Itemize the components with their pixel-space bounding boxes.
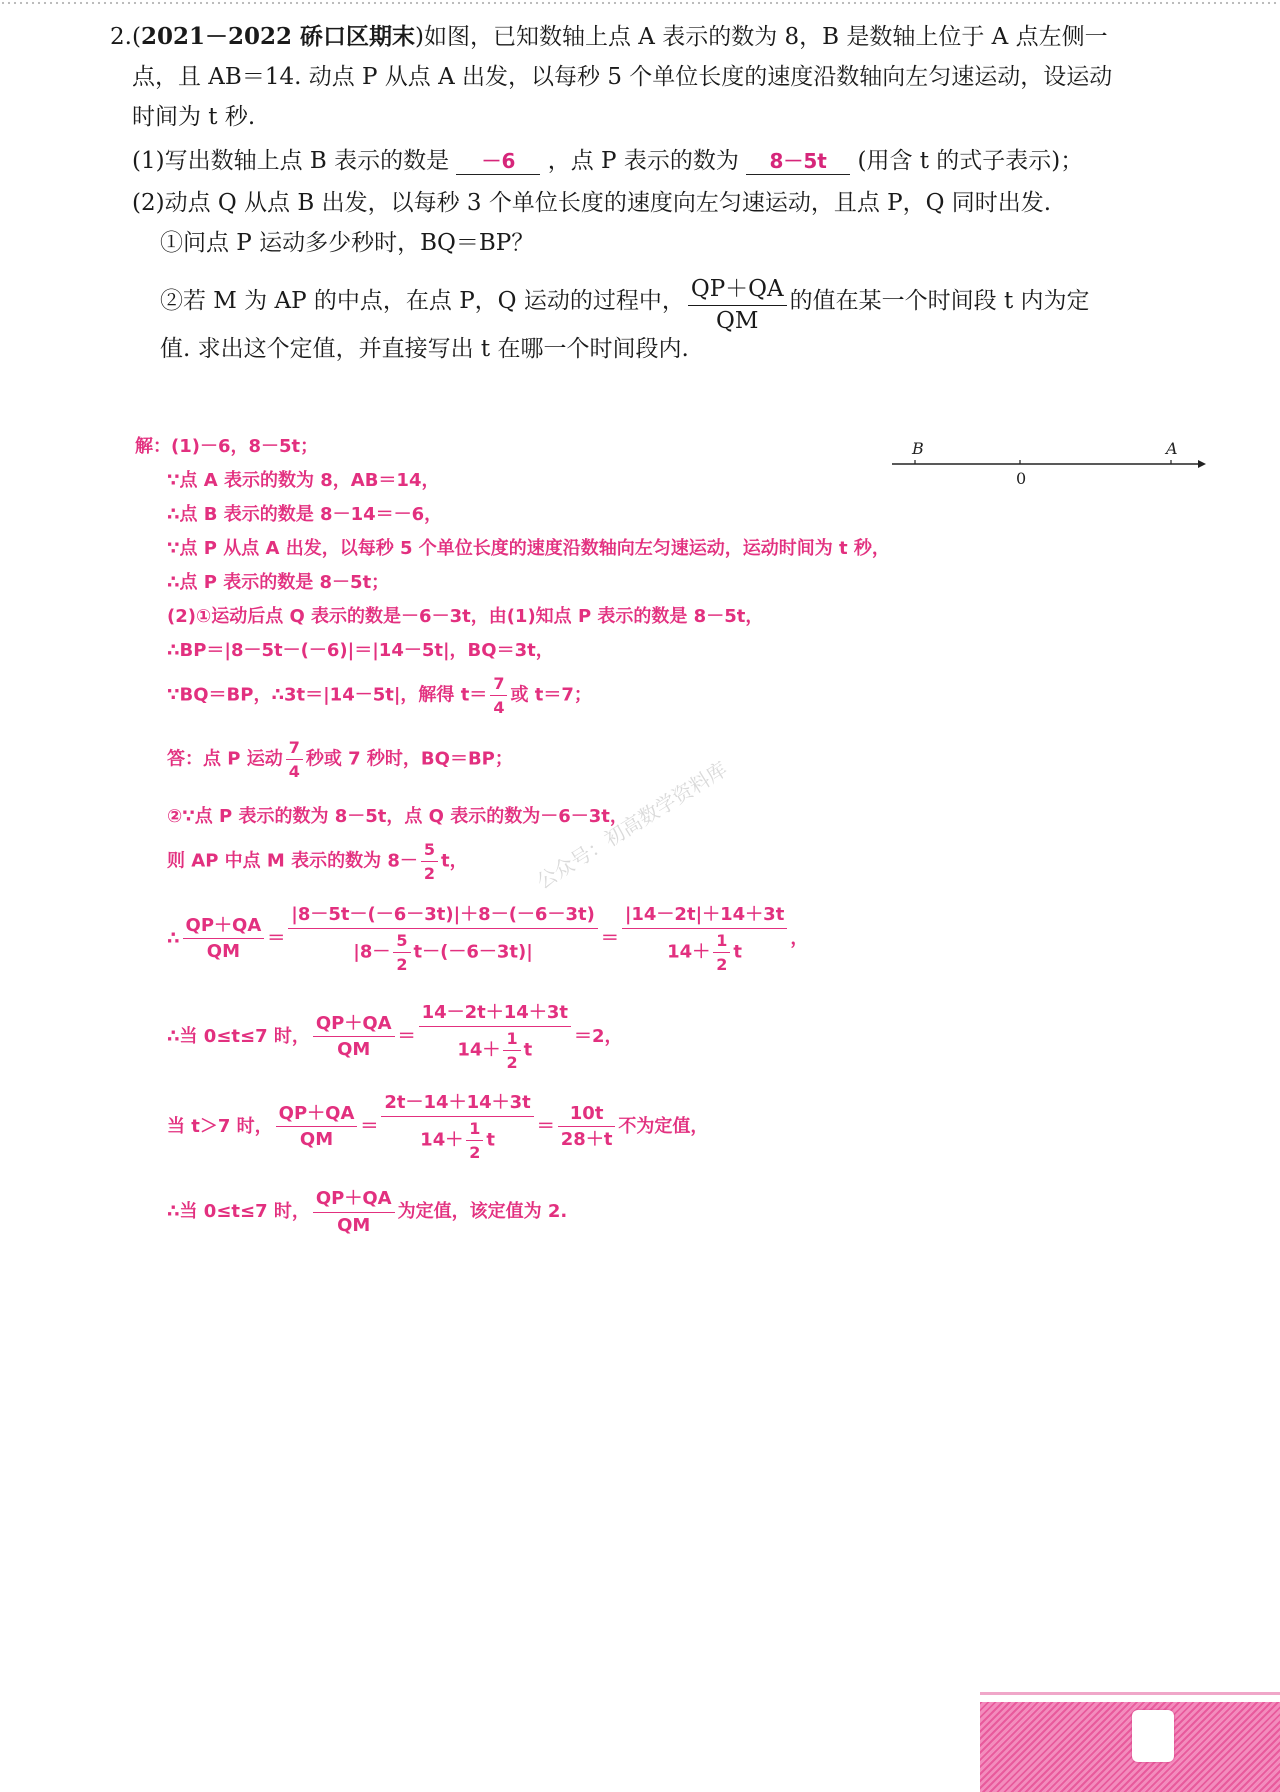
fraction-qp-qa-over-qm: $\frac{QP+QA}{QM}$ bbox=[183, 915, 265, 963]
fraction-1-2: $\frac{1}{2}$ bbox=[713, 931, 730, 974]
fraction-7-4: $\frac{7}{4}$ bbox=[286, 738, 303, 781]
fraction-qp-qa-over-qm: $\frac{QP+QA}{QM}$ bbox=[313, 1188, 395, 1236]
fraction-expression-2: 14－2t＋14＋3t 14＋ $\frac{1}{2}$ t bbox=[419, 1002, 571, 1072]
fraction-expression-3: |14－2t|＋14＋3t 14＋ $\frac{1}{2}$ t bbox=[622, 904, 788, 974]
solution-line-10: ②∵点 P 表示的数为 8－5t，点 Q 表示的数为－6－3t， bbox=[167, 806, 628, 827]
fraction-10t-over-28-plus-t: $\frac{10t}{28+t}$ bbox=[558, 1103, 616, 1151]
solution-line-2: ∵点 A 表示的数为 8，AB＝14， bbox=[167, 470, 440, 491]
number-line-figure bbox=[880, 434, 1210, 494]
solution-line-3: ∴点 B 表示的数是 8－14＝－6， bbox=[167, 504, 443, 525]
solution-line-12: ∴ $\frac{QP+QA}{QM}$ ＝ |8－5t－(－6－3t)|＋8－(－6－3t) |8－ $\frac{5}{2}$ t－(－6－3t)| ＝ |14－2t|＋14＋3t 14＋ $\frac{1}{2}$ t ， bbox=[167, 904, 809, 974]
solution-line-4: ∵点 P 从点 A 出发，以每秒 5 个单位长度的速度沿数轴向左匀速运动，运动时间为 t 秒， bbox=[167, 538, 890, 559]
corner-decor-band bbox=[980, 1702, 1280, 1792]
solution-line-9: 答：点 P 运动 $\frac{7}{4}$ 秒或 7 秒时，BQ＝BP； bbox=[167, 738, 513, 782]
fraction-5-2: $\frac{5}{2}$ bbox=[393, 931, 410, 974]
number-line-arrow bbox=[1198, 460, 1206, 468]
question-2-part-2-cont: 值. 求出这个定值，并直接写出 t 在哪一个时间段内. bbox=[160, 336, 689, 362]
fraction-qp-qa-over-qm: $\frac{QP+QA}{QM}$ bbox=[688, 270, 787, 334]
fraction-5-2: $\frac{5}{2}$ bbox=[421, 840, 438, 883]
problem-line-1: 2.(2021－2022 硚口区期末)如图，已知数轴上点 A 表示的数为 8，B 是数轴上位于 A 点左侧一 bbox=[110, 23, 1108, 50]
solution-line-15: ∴当 0≤t≤7 时， $\frac{QP+QA}{QM}$ 为定值，该定值为 2. bbox=[167, 1188, 568, 1236]
page-number-box bbox=[1132, 1710, 1174, 1762]
problem-number: 2. bbox=[110, 24, 132, 50]
label-b: B bbox=[912, 439, 924, 458]
fraction-1-2: $\frac{1}{2}$ bbox=[503, 1029, 520, 1072]
fraction-qp-qa-over-qm: $\frac{QP+QA}{QM}$ bbox=[313, 1013, 395, 1061]
fraction-7-4: $\frac{7}{4}$ bbox=[490, 674, 507, 717]
stem-line-1: 如图，已知数轴上点 A 表示的数为 8，B 是数轴上位于 A 点左侧一 bbox=[423, 24, 1108, 50]
stem-line-3: 时间为 t 秒. bbox=[132, 104, 256, 130]
stem-line-2: 点，且 AB＝14. 动点 P 从点 A 出发，以每秒 5 个单位长度的速度沿数轴向左匀速运动，设运动 bbox=[132, 64, 1113, 90]
answer-blank-2: 8－5t bbox=[746, 145, 850, 175]
question-2-part-2: ②若 M 为 AP 的中点，在点 P，Q 运动的过程中， $\frac{QP+QA}{QM}$ 的值在某一个时间段 t 内为定 bbox=[160, 270, 1090, 334]
corner-decor-line bbox=[980, 1692, 1280, 1695]
solution-line-5: ∴点 P 表示的数是 8－5t； bbox=[167, 572, 390, 593]
solution-line-1: 解：(1)－6，8－5t； bbox=[135, 436, 319, 457]
label-zero: 0 bbox=[1016, 469, 1027, 488]
solution-line-13: ∴当 0≤t≤7 时， $\frac{QP+QA}{QM}$ ＝ 14－2t＋14＋3t 14＋ $\frac{1}{2}$ t ＝2， bbox=[167, 1002, 623, 1072]
answer-blank-1: －6 bbox=[456, 145, 540, 175]
fraction-1-2: $\frac{1}{2}$ bbox=[466, 1119, 483, 1162]
problem-source: 2021－2022 硚口区期末 bbox=[140, 23, 415, 50]
solution-line-7: ∴BP＝|8－5t－(－6)|＝|14－5t|，BQ＝3t， bbox=[167, 640, 554, 661]
solution-line-11: 则 AP 中点 M 表示的数为 8－ $\frac{5}{2}$ t， bbox=[167, 840, 468, 884]
question-2-part-1: ①问点 P 运动多少秒时，BQ＝BP？ bbox=[160, 230, 535, 256]
fraction-qp-qa-over-qm: $\frac{QP+QA}{QM}$ bbox=[276, 1103, 358, 1151]
solution-line-14: 当 t＞7 时， $\frac{QP+QA}{QM}$ ＝ 2t－14＋14＋3t 14＋ $\frac{1}{2}$ t ＝ $\frac{10t}{28+t}$ 不为定值， bbox=[167, 1092, 709, 1162]
solution-line-8: ∵BQ＝BP，∴3t＝|14－5t|，解得 t＝ $\frac{7}{4}$ 或 t＝7； bbox=[167, 674, 592, 718]
label-a: A bbox=[1166, 439, 1178, 458]
question-2: (2)动点 Q 从点 B 出发，以每秒 3 个单位长度的速度向左匀速运动，且点 P，Q 同时出发. bbox=[132, 190, 1052, 216]
watermark: 公众号：初高数学资料库 bbox=[532, 756, 732, 894]
top-dotted-border bbox=[0, 0, 1280, 6]
fraction-expression-2: |8－5t－(－6－3t)|＋8－(－6－3t) |8－ $\frac{5}{2}$ t－(－6－3t)| bbox=[288, 904, 598, 974]
fraction-expression-2: 2t－14＋14＋3t 14＋ $\frac{1}{2}$ t bbox=[381, 1092, 533, 1162]
question-1: (1)写出数轴上点 B 表示的数是 －6 ，点 P 表示的数为 8－5t (用含 t 的式子表示)； bbox=[132, 142, 1083, 175]
solution-line-6: (2)①运动后点 Q 表示的数是－6－3t，由(1)知点 P 表示的数是 8－5t， bbox=[167, 606, 764, 627]
